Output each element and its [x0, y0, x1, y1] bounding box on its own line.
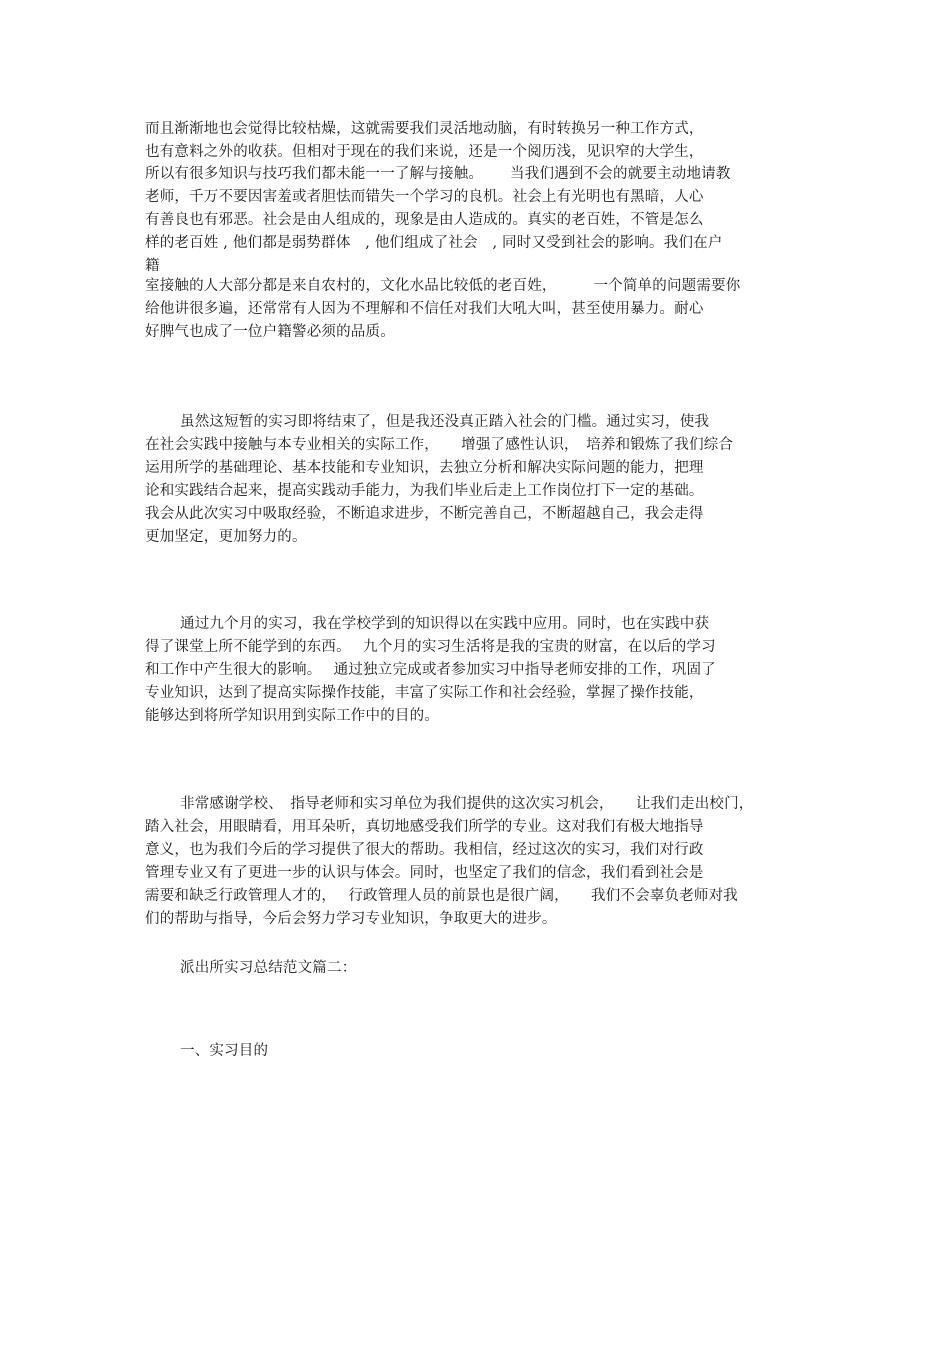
- text-line: 老师，千万不要因害羞或者胆怯而错失一个学习的良机。社会上有光明也有黑暗，人心: [145, 189, 704, 205]
- text-line: 意义，也为我们今后的学习提供了很大的帮助。我相信，经过这次的实习，我们对行政: [145, 842, 704, 858]
- text-line: 需要和缺乏行政管理人才的， 行政管理人员的前景也是很广阔， 我们不会辜负老师对我: [145, 888, 739, 904]
- text-line: 和工作中产生很大的影响。 通过独立完成或者参加实习中指导老师安排的工作，巩固了: [145, 662, 716, 678]
- text-line: 我会从此次实习中吸取经验，不断追求进步，不断完善自己，不断超越自己，我会走得: [145, 506, 704, 522]
- text-line: 给他讲很多遍，还常常有人因为不理解和不信任对我们大吼大叫，甚至使用暴力。耐心: [145, 301, 704, 317]
- text-line: 通过九个月的实习，我在学校学到的知识得以在实践中应用。同时，也在实践中获: [180, 616, 710, 632]
- text-line: 也有意料之外的收获。但相对于现在的我们来说，还是一个阅历浅，见识窄的大学生，: [145, 144, 704, 160]
- text-line: 踏入社会，用眼睛看，用耳朵听，真切地感受我们所学的专业。这对我们有极大地指导: [145, 819, 704, 835]
- text-line: 籍: [145, 258, 160, 274]
- text-line: 而且渐渐地也会觉得比较枯燥，这就需要我们灵活地动脑，有时转换另一种工作方式，: [145, 121, 704, 137]
- section-title-internship-purpose: 一、实习目的: [180, 1043, 269, 1059]
- text-line: 运用所学的基础理论、基本技能和专业知识，去独立分析和解决实际问题的能力，把理: [145, 460, 704, 476]
- text-line: 非常感谢学校、 指导老师和实习单位为我们提供的这次实习机会， 让我们走出校门，: [180, 796, 754, 812]
- text-line: 能够达到将所学知识用到实际工作中的目的。: [145, 708, 439, 724]
- text-line: 有善良也有邪恶。社会是由人组成的，现象是由人造成的。真实的老百姓，不管是怎么: [145, 212, 704, 228]
- part-two-heading: 派出所实习总结范文篇二：: [180, 960, 357, 976]
- text-line: 专业知识，达到了提高实际操作技能，丰富了实际工作和社会经验，掌握了操作技能，: [145, 685, 704, 701]
- text-line: 好脾气也成了一位户籍警必须的品质。: [145, 324, 395, 340]
- text-line: 管理专业又有了更进一步的认识与体会。同时，也坚定了我们的信念，我们看到社会是: [145, 865, 704, 881]
- text-line: 在社会实践中接触与本专业相关的实际工作， 增强了感性认识， 培养和锻炼了我们综合: [145, 437, 734, 453]
- text-line: 样的老百姓 , 他们都是弱势群体 , 他们组成了社会 , 同时又受到社会的影响。我们在户: [145, 235, 723, 251]
- text-line: 虽然这短暂的实习即将结束了，但是我还没真正踏入社会的门槛。通过实习，使我: [180, 414, 710, 430]
- text-line: 论和实践结合起来，提高实践动手能力，为我们毕业后走上工作岗位打下一定的基础。: [145, 483, 704, 499]
- text-line: 所以有很多知识与技巧我们都未能一一了解与接触。 当我们遇到不会的就要主动地请教: [145, 166, 731, 182]
- text-line: 得了课堂上所不能学到的东西。 九个月的实习生活将是我的宝贵的财富，在以后的学习: [145, 639, 716, 655]
- text-line: 们的帮助与指导，今后会努力学习专业知识，争取更大的进步。: [145, 911, 557, 927]
- text-line: 更加坚定，更加努力的。: [145, 529, 307, 545]
- text-line: 室接触的人大部分都是来自农村的，文化水品比较低的老百姓， 一个简单的问题需要你: [145, 278, 741, 294]
